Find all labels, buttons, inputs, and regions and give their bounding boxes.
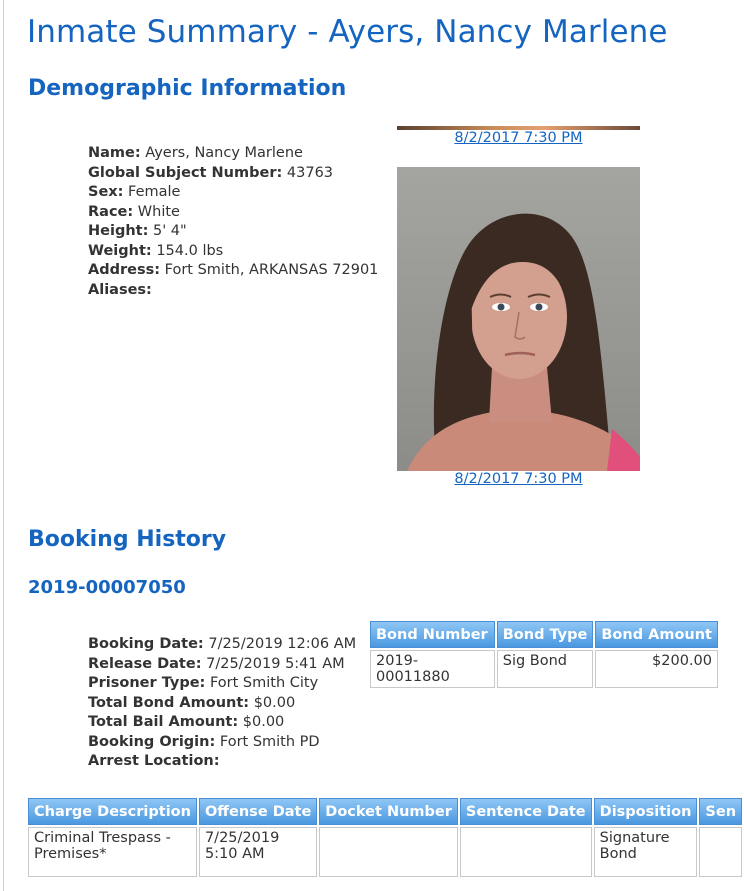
table-row [370,650,718,688]
docket-number-cell [319,827,458,877]
offense-date-header: Offense Date [199,798,317,825]
global-subject-number-value: 43763 [286,164,334,181]
disposition-cell: Signature Bond [594,827,698,877]
release-date-row: Release Date: 7/25/2019 5:41 AM [88,655,345,672]
booking-date-value: 7/25/2019 12:06 AM [208,636,357,652]
sentence-header: Sen [699,798,742,825]
total-bond-amount-row: Total Bond Amount: $0.00 [88,694,296,711]
race-value: White [137,203,180,220]
booking-origin-row: Booking Origin: Fort Smith PD [88,733,320,750]
prisoner-type-row: Prisoner Type: Fort Smith City [88,675,319,691]
bond-table [368,619,720,690]
booking-history-heading: Booking History [28,527,227,552]
booking-origin-value: Fort Smith PD [219,733,320,750]
sex-row: Sex: Female [88,184,181,200]
bond-amount-cell: $200.00 [595,650,718,688]
charge-description-header: Charge Description [28,798,197,825]
arrest-location-row: Arrest Location: [88,753,220,769]
demographic-heading: Demographic Information [28,76,347,101]
docket-number-header: Docket Number [319,798,458,825]
page-title: Inmate Summary - Ayers, Nancy Marlene [27,14,668,50]
race-row: Race: White [88,203,180,220]
bond-table-header-row [370,621,718,648]
charge-table [26,796,744,879]
global-subject-number-row: Global Subject Number: 43763 [88,164,334,181]
booking-date-row: Booking Date: 7/25/2019 12:06 AM [88,636,357,652]
offense-date-cell: 7/25/2019 5:10 AM [199,827,317,877]
table-row [28,827,742,877]
name-row: Name: Ayers, Nancy Marlene [88,145,303,161]
bond-type-cell: Sig Bond [497,650,594,688]
photo-date-link-2[interactable]: 8/2/2017 7:30 PM [454,471,583,487]
charge-description-cell: Criminal Trespass - Premises* [28,827,197,877]
name-value: Ayers, Nancy Marlene [145,145,303,161]
total-bond-amount-value: $0.00 [253,694,296,711]
address-row: Address: Fort Smith, ARKANSAS 72901 [88,262,379,278]
sentence-cell [699,827,742,877]
weight-row: Weight: 154.0 lbs [88,242,224,259]
sentence-date-header: Sentence Date [460,798,592,825]
sentence-date-cell [460,827,592,877]
height-row: Height: 5' 4" [88,223,187,239]
bond-amount-header: Bond Amount [595,621,718,648]
booking-number: 2019-00007050 [28,577,186,598]
photo-date-link-1[interactable]: 8/2/2017 7:30 PM [454,130,583,146]
release-date-value: 7/25/2019 5:41 AM [206,655,345,672]
demographic-info [88,144,378,300]
sex-value: Female [128,184,181,200]
bond-type-header: Bond Type [497,621,594,648]
address-value: Fort Smith, ARKANSAS 72901 [164,262,379,278]
mugshot-photo [397,167,640,471]
charge-table-header-row [28,798,742,825]
total-bail-amount-row: Total Bail Amount: $0.00 [88,714,285,730]
total-bail-amount-value: $0.00 [242,714,285,730]
bond-number-cell: 2019-00011880 [370,650,495,688]
prisoner-type-value: Fort Smith City [209,675,319,691]
height-value: 5' 4" [152,223,187,239]
page-left-border [3,0,4,891]
bond-number-header: Bond Number [370,621,495,648]
weight-value: 154.0 lbs [156,242,224,259]
aliases-row: Aliases: [88,281,152,298]
disposition-header: Disposition [594,798,698,825]
booking-info [88,635,356,772]
